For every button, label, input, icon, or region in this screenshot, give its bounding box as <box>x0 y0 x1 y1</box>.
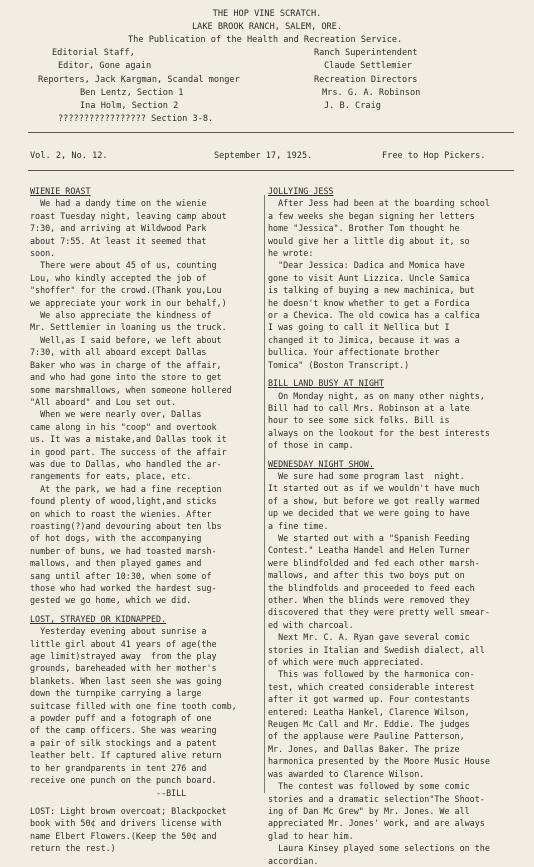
right-column-text-line: bullica. Your affectionate brother <box>268 347 440 358</box>
left-column-text-line: to her grandparents in tent 276 and <box>30 762 207 773</box>
left-column-headline: WIENIE ROAST <box>30 186 91 196</box>
left-column-text-line: We also appreciate the kindness of <box>30 310 212 321</box>
right-column-text-line: ing of Dan Mc Grew" by Mr. Jones. We all <box>268 805 470 816</box>
left-column-text-line: rangements for eats, place, etc. <box>30 471 192 482</box>
left-column-text-line: LOST: Light brown overcoat; Blackpocket <box>30 805 227 816</box>
left-column-text-line: leather belt. If captured alive return <box>30 750 222 761</box>
left-column-text-line: those who had worked the hardest sug- <box>30 583 217 593</box>
left-column-text-line: blankets. When last seen she was going <box>30 675 222 686</box>
right-column-text-line: discovered that they were pretty well smear- <box>268 607 490 618</box>
right-column-text-line: entered: Leatha Hankel, Clarence Wilson, <box>268 706 470 717</box>
left-column-headline: LOST, STRAYED OR KIDNAPPED. <box>30 613 167 624</box>
right-column-text-line: after it got warmed up. Four contestants <box>268 694 470 705</box>
officer-line: J. B. Craig <box>324 101 381 111</box>
right-column-text-line: appreciated Mr. Jones' work, and are always <box>268 818 485 829</box>
officer-line: Mrs. G. A. Robinson <box>322 88 421 98</box>
staff-line: Reporters, Jack Kargman, Scandal monger <box>38 75 240 85</box>
right-column-text-line: It started out as if we wouldn't have much <box>268 483 480 494</box>
left-column-text-line: When we were nearly over, Dallas <box>30 409 202 420</box>
right-column-text-line: home "Jessica". Brother Tom thought he <box>268 223 460 234</box>
left-column-text-line: mallows, and then played games and <box>30 558 202 569</box>
right-column-text-line: Bill had to call Mrs. Robinson at a late <box>268 402 470 413</box>
right-column-text-line: On Monday night, as on many other nights, <box>268 390 485 401</box>
right-column-text-line: of those in camp. <box>268 440 354 451</box>
left-column-text-line: There were about 45 of us, counting <box>30 260 217 271</box>
left-column-text-line: age limit)strayed away from the play <box>30 651 217 662</box>
left-column-text-line: roasting(?)and devouring about ten lbs <box>30 520 222 531</box>
officer-line: Claude Settlemier <box>324 61 412 71</box>
right-column-text-line: changed it to Jimica, because it was a <box>268 334 460 345</box>
right-column-text-line: We started out with a "Spanish Feeding <box>268 532 470 543</box>
right-column-text-line: glad to hear him. <box>268 830 354 841</box>
left-column-text-line: a pair of silk stockings and a patent <box>30 737 217 748</box>
left-column-text-line: return the rest.) <box>30 843 116 854</box>
right-column-text-line: Reugen Mc Call and Mr. Eddie. The judges <box>268 719 470 730</box>
left-column-text-line: Lou, who kindly accepted the job of <box>30 272 207 283</box>
right-column-headline: BILL LAND BUSY AT NIGHT <box>268 378 384 389</box>
left-column-text-line: us. It was a mistake,and Dallas took it <box>30 434 227 445</box>
staff-line: Editorial Staff, <box>52 48 135 58</box>
left-column-text-line: we appreciate your work in our behalf,) <box>30 297 227 308</box>
right-column-text-line: test, which created considerable interest <box>268 681 475 692</box>
right-column-text-line: ed with charcoal. <box>268 619 354 630</box>
right-column-text-line: Laura Kinsey played some selections on the <box>268 843 490 854</box>
left-column-text-line: of hot dogs, with the accompanying <box>30 533 202 544</box>
left-column-text-line: gested we go home, which we did. <box>30 595 192 606</box>
right-column-headline: WEDNESDAY NIGHT SHOW. <box>268 458 374 469</box>
right-column-text-line: was awarded to Clarence Wilson. <box>268 768 425 779</box>
left-column-text-line: came along in his "coop" and overtook <box>30 421 217 432</box>
right-column-text-line: Tomica" (Boston Transcript.) <box>268 359 410 370</box>
right-column-text-line: a few weeks she began signing her letters <box>268 210 475 221</box>
volume-number: Vol. 2, No. 12. <box>30 151 108 161</box>
right-column-text-line: up we decided that we were going to have <box>268 508 470 519</box>
right-column-text-line: he doesn't know whether to get a Fordica <box>268 297 470 308</box>
publisher-line: The Publication of the Health and Recreation Service. <box>128 35 403 45</box>
left-column-text-line: was due to Dallas, who handled the ar- <box>30 458 222 469</box>
right-column-text-line: he wrote: <box>268 248 314 259</box>
right-column-text-line: stories in Italian and Swedish dialect, all <box>268 644 485 655</box>
officer-line: Recreation Directors <box>314 75 418 85</box>
right-column-text-line: This was followed by the harmonica con- <box>268 669 475 680</box>
right-column-text-line: stories and a dramatic selection"The Shoot- <box>268 793 485 804</box>
left-column-text-line: "All aboard" and Lou set out. <box>30 396 177 407</box>
left-column-text-line: At the park, we had a fine reception <box>30 483 222 494</box>
right-column-text-line: harmonica presented by the Moore Music House <box>268 756 490 767</box>
masthead-rule <box>28 132 514 133</box>
left-column-text-line: sang until after 10:30, when some of <box>30 570 212 581</box>
right-column-text-line: accordian. <box>268 855 319 866</box>
left-column-text-line: of the camp officers. She was wearing <box>30 725 217 736</box>
left-column-text-line: roast Tuesday night, leaving camp about <box>30 210 227 221</box>
left-column-text-line: a powder puff and a fotograph of one <box>30 713 212 724</box>
left-column-text-line: about 7:55. At least it seemed that <box>30 235 207 246</box>
staff-line: Ina Holm, Section 2 <box>80 101 179 111</box>
left-column-text-line: Mr. Settlemier in loaning us the truck. <box>30 322 227 333</box>
left-column-text-line: some marshmallows, when someone hollered <box>30 384 232 395</box>
right-column-text-line: "Dear Jessica: Dadica and Momica have <box>268 260 465 271</box>
left-column-text-line: --BILL <box>30 787 187 798</box>
officer-line: Ranch Superintendent <box>314 48 418 58</box>
left-column-text-line: We had a dandy time on the wienie <box>30 198 207 209</box>
right-column-text-line: the blindfolds and proceeded to feed each <box>268 582 475 593</box>
left-column-text-line: 7:30, with all aboard except Dallas <box>30 347 207 358</box>
right-column-text-line: other. When the blinds were removed they <box>268 595 470 605</box>
left-column-text-line: Baker who was in charge of the affair, <box>30 359 222 370</box>
left-column-text-line: on which to roast the wienies. After <box>30 508 212 519</box>
right-column-text-line: gone to visit Aunt Lizzica. Uncle Samica <box>268 272 470 283</box>
right-column-text-line: mallows, and after this two boys put on <box>268 570 465 581</box>
right-column-text-line: Next Mr. C. A. Ryan gave several comic <box>268 632 470 643</box>
left-column-text-line: Yesterday evening about sunrise a <box>30 626 207 637</box>
left-column-text-line: down the turnpike carrying a large <box>30 688 202 699</box>
right-column-text-line: of a show, but before we got really warmed <box>268 495 480 506</box>
staff-line: Editor, Gone again <box>58 61 152 71</box>
right-column-headline: JOLLYING JESS <box>268 186 334 196</box>
issue-date: September 17, 1925. <box>214 151 313 161</box>
left-column-text-line: and who had gone into the store to get <box>30 372 222 383</box>
price-note: Free to Hop Pickers. <box>382 151 486 161</box>
right-column-text-line: We sure had some program last night. <box>268 470 465 481</box>
right-column-text-line: always on the lookout for the best interests <box>268 427 490 438</box>
staff-line: ????????????????? Section 3-8. <box>58 114 214 124</box>
right-column-text-line: or a Chevica. The old cowica has a calfica <box>268 310 480 321</box>
right-column-text-line: The contest was followed by some comic <box>268 781 470 792</box>
right-column-text-line: of the applause were Pauline Patterson, <box>268 731 465 742</box>
right-column-text-line: a fine time. <box>268 520 329 531</box>
right-column <box>268 185 518 867</box>
issue-rule <box>28 170 514 171</box>
right-column-text-line: of which were much appreciated. <box>268 657 425 668</box>
right-column-text-line: is talking of buying a new machinica, but <box>268 285 475 296</box>
left-column-text-line: receive one punch on the punch board. <box>30 775 217 786</box>
right-column-text-line: Contest." Leatha Handel and Helen Turner <box>268 545 470 556</box>
left-column-text-line: in good part. The success of the affair <box>30 446 227 457</box>
right-column-text-line: After Jess had been at the boarding school <box>268 198 490 209</box>
left-column-text-line: "shoffer" for the crowd.(Thank you,Lou <box>30 285 222 296</box>
left-column-text-line: found plenty of wood,light,and sticks <box>30 496 217 507</box>
right-column-text-line: hour to see some sick folks. Bill is <box>268 415 450 426</box>
column-divider <box>264 195 265 793</box>
left-column-text-line: book with 50¢ and drivers license with <box>30 818 222 829</box>
left-column-text-line: suitcase filled with one fine tooth comb, <box>30 700 237 711</box>
left-column-text-line: grounds, bareheaded with her mother's <box>30 663 217 674</box>
right-column-text-line: were blindfolded and fed each other marsh- <box>268 557 480 568</box>
left-column <box>30 185 260 855</box>
left-column-text-line: 7:30, and arriving at Wildwood Park <box>30 223 207 234</box>
left-column-text-line: number of buns, we had toasted marsh- <box>30 545 217 556</box>
newsletter-title: THE HOP VINE SCRATCH. <box>212 9 322 19</box>
right-column-text-line: would give her a little dig about it, so <box>268 235 470 246</box>
right-column-text-line: Mr. Jones, and Dallas Baker. The prize <box>268 743 460 754</box>
left-column-text-line: name Elbert Flowers.(Keep the 50¢ and <box>30 830 217 841</box>
right-column-text-line: I was going to call it Nellica but I <box>268 322 450 333</box>
left-column-text-line: Well,as I said before, we left about <box>30 334 222 345</box>
left-column-text-line: little girl about 41 years of age(the <box>30 638 217 649</box>
left-column-text-line: soon. <box>30 248 56 259</box>
staff-line: Ben Lentz, Section 1 <box>80 88 184 98</box>
newsletter-location: LAKE BROOK RANCH, SALEM, ORE. <box>191 22 343 32</box>
